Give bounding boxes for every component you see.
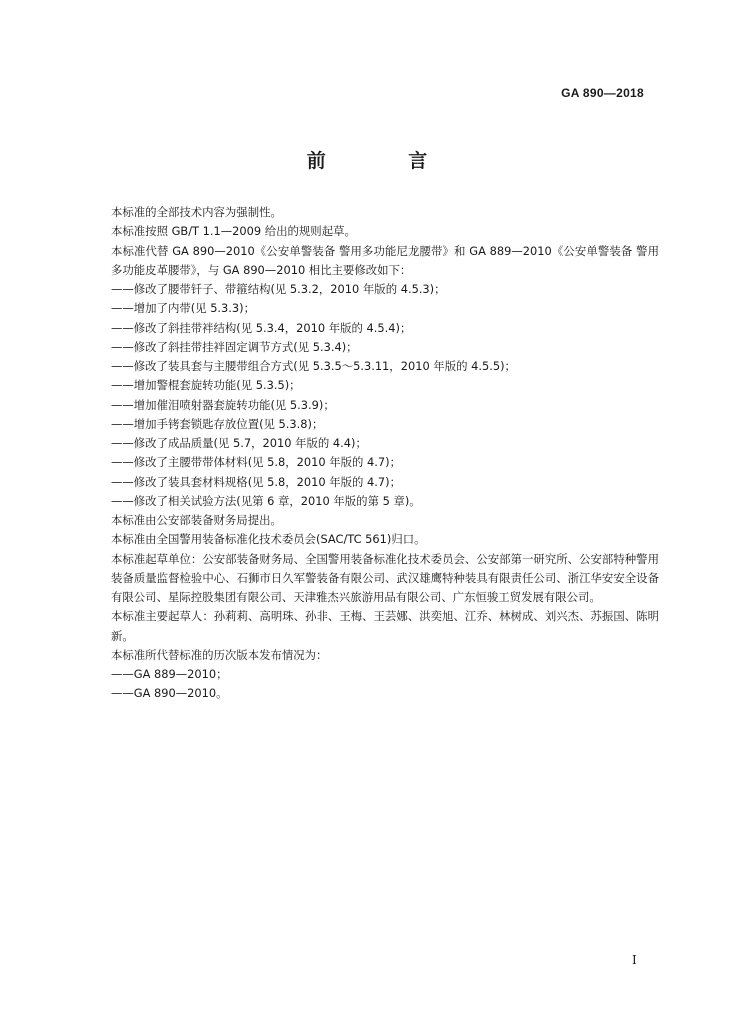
list-item: ——修改了装具套材料规格(见 5.8，2010 年版的 4.7)； (111, 474, 402, 489)
list-item: ——修改了装具套与主腰带组合方式(见 5.3.5～5.3.11，2010 年版的 4.5.5)； (111, 359, 516, 373)
paragraph: 本标准由全国警用装备标准化技术委员会(SAC/TC 561)归口。 (111, 532, 426, 547)
paragraph: 本标准按照 GB/T 1.1—2009 给出的规则起草。 (111, 224, 356, 239)
list-item: ——GA 889—2010； (111, 667, 228, 681)
paragraph: 本标准代替 GA 890—2010《公安单警装备 警用多功能尼龙腰带》和 GA 889—2010《公安单警装备 警用多功能皮革腰带》，与 GA 890—2010 相比主要修改如下： (111, 243, 659, 277)
list-item: ——GA 890—2010。 (111, 686, 228, 701)
paragraph: 本标准起草单位：公安部装备财务局、全国警用装备标准化技术委员会、公安部第一研究所、公安部特种警用装备质量监督检验中心、石狮市日久军警装备有限公司、武汉雄鹰特种装具有限责任公司、浙江华安安全设备有限公司、星际控股集团有限公司、天津雅杰兴旅游用品有限公司、广东恒骏工贸发展有限公司。 (111, 551, 659, 604)
list-item: ——修改了腰带钎子、带箍结构(见 5.3.2，2010 年版的 4.5.3)； (111, 282, 446, 296)
paragraph: 本标准主要起草人：孙莉莉、高明珠、孙非、王梅、王芸娜、洪奕旭、江乔、林树成、刘兴杰、苏振国、陈明新。 (111, 609, 659, 643)
page-number: I (632, 953, 637, 967)
page-title: 前 言 (306, 150, 466, 172)
list-item: ——增加警棍套旋转功能(见 5.3.5)； (111, 378, 301, 393)
list-item: ——修改了相关试验方法(见第 6 章，2010 年版的第 5 章)。 (111, 493, 421, 508)
paragraph: 本标准的全部技术内容为强制性。 (111, 205, 282, 219)
paragraph: 本标准由公安部装备财务局提出。 (111, 513, 282, 527)
list-item: ——修改了斜挂带挂袢固定调节方式(见 5.3.4)； (111, 339, 358, 354)
standard-code: GA 890—2018 (561, 86, 644, 100)
paragraph: 本标准所代替标准的历次版本发布情况为： (111, 647, 328, 662)
list-item: ——修改了斜挂带袢结构(见 5.3.4，2010 年版的 4.5.4)； (111, 320, 412, 335)
list-item: ——增加了内带(见 5.3.3)； (111, 301, 256, 316)
list-item: ——增加催泪喷射器套旋转功能(见 5.3.9)； (111, 397, 335, 412)
foreword-body (87, 203, 659, 704)
list-item: ——增加手铐套锁匙存放位置(见 5.3.8)； (111, 416, 324, 431)
list-item: ——修改了成品质量(见 5.7，2010 年版的 4.4)； (111, 436, 367, 450)
list-item: ——修改了主腰带带体材料(见 5.8，2010 年版的 4.7)； (111, 455, 402, 470)
